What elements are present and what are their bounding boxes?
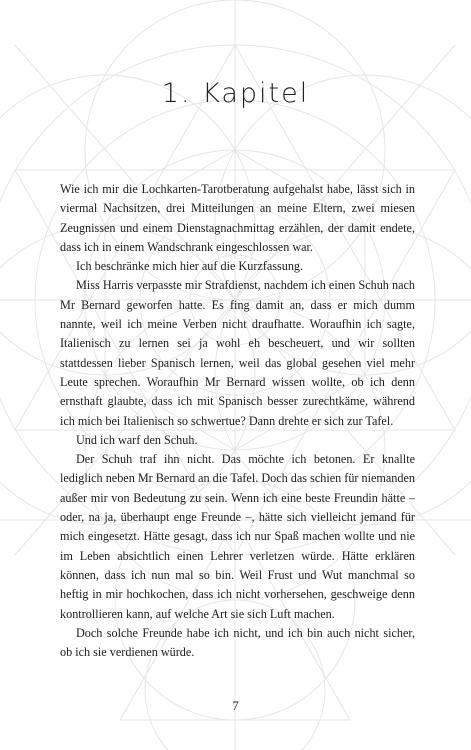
paragraph: Wie ich mir die Lochkarten-Tarotberatung aufgehalst habe, lässt sich in viermal Nachsitzen, drei Mitteilungen an meine Eltern, zwei miesen Zeugnissen und einem Dienstagnachmittag erzählen, der damit endete, dass ich in einem Wandschrank eingeschlossen war.	[60, 182, 415, 254]
chapter-body	[60, 180, 415, 662]
chapter-title: 1. Kapitel	[161, 78, 310, 109]
paragraph: Und ich warf den Schuh.	[76, 432, 198, 447]
page-number: 7	[232, 699, 239, 713]
paragraph: Der Schuh traf ihn nicht. Das möchte ich betonen. Er knallte lediglich neben Mr Bernard an die Tafel. Doch das schien für niemanden außer mir von Bedeutung zu sein. Wenn ich eine beste Freundin hätte – oder, na ja, überhaupt enge Freunde –, hätte sich vielleicht jemand für mich eingesetzt. Hätte gesagt, dass ich nur Spaß machen wollte und nie im Leben absichtlich einen Lehrer verletzen würde. Hätte erklären können, dass ich nun mal so bin. Weil Frust und Wut manchmal so heftig in mir hochkochen, dass ich nicht vorhersehen, geschweige denn kontrollieren kann, auf welche Art sie sich Luft machen.	[60, 452, 415, 621]
paragraph: Miss Harris verpasste mir Strafdienst, nachdem ich einen Schuh nach Mr Bernard geworfen hatte. Es fing damit an, dass er mich dumm nannte, weil ich meine Verben nicht draufhatte. Woraufhin ich sagte, Italienisch zu lernen sei ja wohl eh bescheuert, und wir sollten stattdessen lieber Spanisch lernen, weil das global gesehen viel mehr Leute sprechen. Woraufhin Mr Bernard wissen wollte, ob ich denn ernsthaft glaubte, dass ich mit Spanisch besser zurechtkäme, während ich mich bei Italienisch so schwertue? Dann drehte er sich zur Tafel.	[60, 278, 415, 428]
paragraph: Doch solche Freunde habe ich nicht, und ich bin auch nicht sicher, ob ich sie verdienen würde.	[60, 625, 415, 660]
paragraph: Ich beschränke mich hier auf die Kurzfassung.	[76, 259, 304, 274]
